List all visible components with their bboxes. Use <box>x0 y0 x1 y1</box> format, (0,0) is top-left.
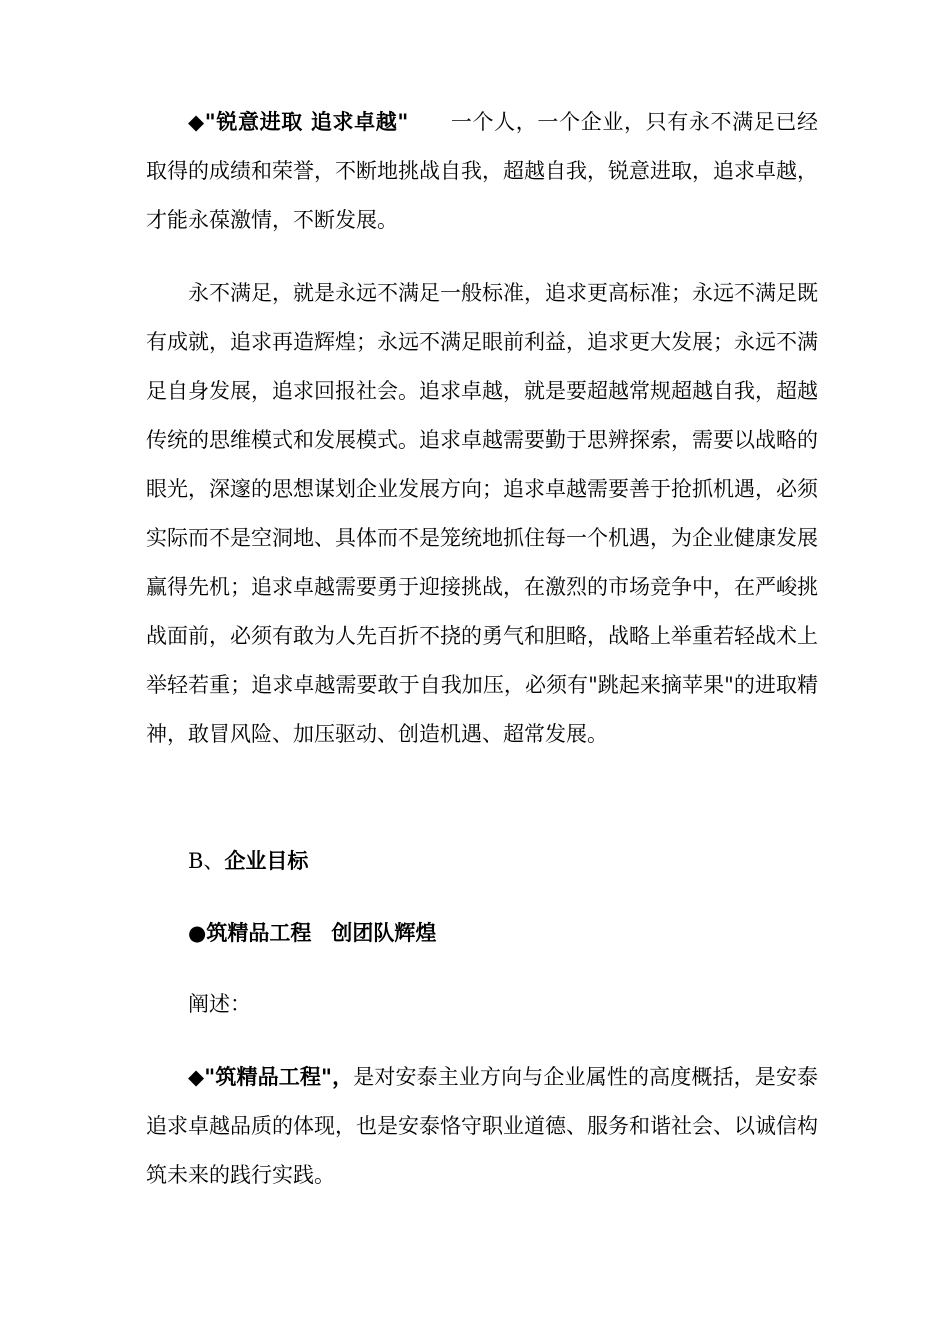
paragraph-never-satisfied <box>146 269 818 759</box>
section-prefix: B、 <box>188 849 225 873</box>
elaboration-label-text: 阐述： <box>188 992 251 1016</box>
paragraph-body-text: 一个人，一个企业，只有永不满足已经取得的成绩和荣誉，不断地挑战自我，超越自我，锐意进取，追求卓越，才能永葆激情，不断发展。 <box>146 110 818 232</box>
paragraph-body-text: 是对安泰主业方向与企业属性的高度概括，是安泰追求卓越品质的体现，也是安泰恪守职业道德、服务和谐社会、以诚信构筑未来的践行实践。 <box>146 1065 819 1187</box>
section-title: 企业目标 <box>224 849 309 873</box>
slogan-part-two: 创团队辉煌 <box>331 921 437 945</box>
paragraph-lead-heading: ◆"筑精品工程"， <box>188 1065 354 1089</box>
paragraph-quality-project <box>146 1053 818 1200</box>
elaboration-label <box>146 980 818 1029</box>
goal-slogan <box>146 909 818 958</box>
paragraph-body-text: 永不满足，就是永远不满足一般标准，追求更高标准；永远不满足既有成就，追求再造辉煌；永远不满足眼前利益，追求更大发展；永远不满足自身发展，追求回报社会。追求卓越，就是要超越常规超越自我，超越传统的思维模式和发展模式。追求卓越需要勤于思辨探索，需要以战略的眼光，深邃的思想谋划企业发展方向；追求卓越需要善于抢抓机遇，必须实际而不是空洞地、具体而不是笼统地抓住每一个机遇，为企业健康发展赢得先机；追求卓越需要勇于迎接挑战，在激烈的市场竞争中，在严峻挑战面前，必须有敢为人先百折不挠的勇气和胆略，战略上举重若轻战术上举轻若重；追求卓越需要敢于自我加压，必须有"跳起来摘苹果"的进取精神，敢冒风险、加压驱动、创造机遇、超常发展。 <box>146 281 818 746</box>
paragraph-lead-heading: ◆"锐意进取 追求卓越" <box>188 110 409 134</box>
section-heading-enterprise-goal <box>146 837 818 886</box>
slogan-part-one: ●筑精品工程 <box>188 921 312 945</box>
paragraph-pursue-excellence <box>146 98 818 245</box>
